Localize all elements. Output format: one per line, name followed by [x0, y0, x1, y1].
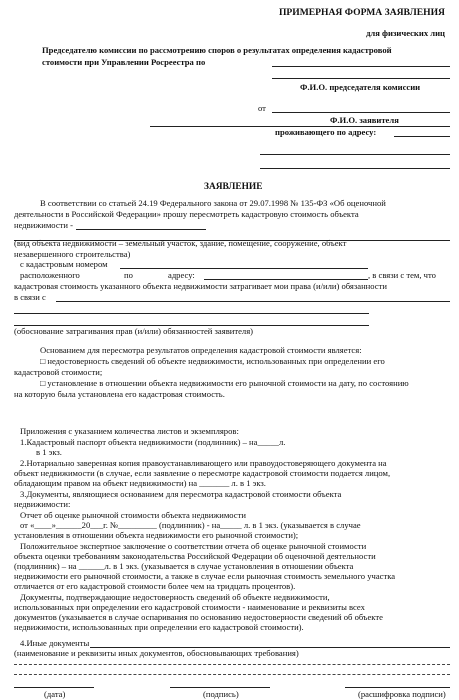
attachment-3-line-1: 3.Документы, являющиеся основанием для пересмотра кадастровой стоимости объекта	[20, 489, 342, 499]
attachment-3-expert-2: объекта оценки требованиям законодательства Российской Федерации об оценочной деятельности	[14, 551, 376, 561]
object-type-line	[76, 229, 206, 230]
decode-caption: (расшифровка подписи)	[358, 689, 446, 699]
rights-line-2: в связи с	[14, 292, 46, 302]
attachment-4-line-1: 4.Иные документы	[20, 638, 90, 648]
attachment-3-docs-2: использованных при определении его кадастровой стоимости - наименование и реквизиты всех	[14, 602, 365, 612]
cadastral-label: с кадастровым номером	[20, 259, 108, 269]
attachment-2-line-1: 2.Нотариально заверенная копия правоустанавливающего или правоудостоверяющего документа на	[20, 458, 387, 468]
rights-hint: (обоснование затрагивания прав (и/или) обязанностей заявителя)	[14, 326, 254, 336]
decode-line	[345, 687, 450, 688]
attachment-2-line-2: объект недвижимости (в случае, если заявление о пересмотре кадастровой стоимости подается лицом,	[14, 468, 391, 478]
request-line-1: В соответствии со статьей 24.19 Федерального закона от 29.07.1998 № 135-ФЗ «Об оценочной	[40, 198, 386, 208]
located-address: адресу:	[168, 270, 195, 280]
attachment-3-expert-4: недвижимости его рыночной стоимости, а также в случае если рыночная стоимость земельного участка	[14, 571, 396, 581]
document-title: ЗАЯВЛЕНИЕ	[204, 182, 263, 192]
rights-line-1: кадастровая стоимость указанного объекта недвижимости затрагивает мои права (и/или) обязанности	[14, 281, 387, 291]
rights-reason-line	[56, 301, 450, 302]
chair-name-line	[272, 78, 450, 79]
ground-1-line-2: кадастровой стоимости;	[14, 367, 103, 377]
attachment-3-expert-3: (подлинник) – на ______л. в 1 экз. (указывается в случае установления в отношении объекта	[14, 561, 354, 571]
attachments-intro: Приложения с указанием количества листов и экземпляров:	[20, 426, 239, 436]
attachment-3-docs-3: документов (указывается в случае оспаривания по основанию недостоверности сведений об объекте	[14, 612, 383, 622]
chair-caption: Ф.И.О. председателя комиссии	[300, 82, 421, 92]
date-caption: (дата)	[44, 689, 66, 699]
located-po: по	[124, 270, 133, 280]
rights-reason-line-2	[14, 313, 369, 314]
request-line-2: деятельности в Российской Федерации» прошу пересмотреть кадастровую стоимость объекта	[14, 209, 359, 219]
object-hint-2: незавершенного строительства)	[14, 249, 131, 259]
request-line-3: недвижимости -	[14, 220, 73, 230]
grounds-intro: Основанием для пересмотра результатов определения кадастровой стоимости является:	[40, 345, 362, 355]
date-line	[14, 687, 94, 688]
attachment-1-copies: в 1 экз.	[36, 447, 62, 457]
residing-label: проживающего по адресу:	[275, 127, 377, 137]
attachment-4-line-2: (наименование и реквизиты иных документов, обосновывающих требования)	[14, 648, 299, 658]
region-field-line	[272, 66, 450, 67]
addressee-line-2: стоимости при Управлении Росреестра по	[42, 57, 206, 67]
cadastral-number-line	[120, 268, 368, 269]
addressee-line-1: Председателю комиссии по рассмотрению споров о результатах определения кадастровой	[42, 45, 392, 55]
signature-line	[170, 687, 270, 688]
located-label: расположенного	[20, 270, 80, 280]
attachment-3-expert-1: Положительное экспертное заключение о соответствии отчета об оценке рыночной стоимости	[20, 541, 367, 551]
attachment-3-docs-1: Документы, подтверждающие недостоверность сведений об объекте недвижимости,	[20, 592, 330, 602]
applicant-caption: Ф.И.О. заявителя	[330, 115, 399, 125]
applicant-name-line	[272, 112, 450, 113]
attachment-3-docs-4: недвижимости, использованных при определении его кадастровой стоимости).	[14, 622, 304, 632]
form-title: ПРИМЕРНАЯ ФОРМА ЗАЯВЛЕНИЯ	[278, 7, 445, 18]
ground-2-line-1: □ установление в отношении объекта недвижимости его рыночной стоимости на дату, по состоянию	[40, 378, 409, 388]
attachment-3-report-date: от «____»______20___г. №_________ (подлинник) - на_____ л. в 1 экз. (указывается в случае	[20, 520, 361, 530]
attachment-3-line-2: недвижимости:	[14, 499, 71, 509]
address-line-3	[260, 168, 450, 169]
object-hint-1: (вид объекта недвижимости – земельный участок, здание, помещение, сооружение, объект	[14, 238, 347, 248]
attachment-2-line-3: обладающим правом на объект недвижимости) на _______ л. в 1 экз.	[14, 478, 266, 488]
signature-caption: (подпись)	[203, 689, 239, 699]
because-label: , в связи с тем, что	[368, 270, 436, 280]
address-line-1	[394, 136, 450, 137]
attachment-3-expert-5: отличается от его кадастровой стоимости более чем на тридцать процентов).	[14, 581, 296, 591]
from-label: от	[258, 103, 266, 113]
attachment-3-report: Отчет об оценке рыночной стоимости объекта недвижимости	[20, 510, 246, 520]
address-line-2	[260, 154, 450, 155]
other-docs-dashed-line-1	[14, 664, 450, 665]
for-whom-label: для физических лиц	[366, 28, 445, 38]
address-object-line	[204, 279, 368, 280]
attachment-1: 1.Кадастровый паспорт объекта недвижимости (подлинник) – на_____л.	[20, 437, 286, 447]
ground-2-line-2: на которую была установлена его кадастровая стоимость.	[14, 389, 225, 399]
attachment-3-report-note: установления в отношении объекта недвижимости его рыночной стоимости);	[14, 530, 299, 540]
ground-1-line-1: □ недостоверность сведений об объекте недвижимости, использованных при определении его	[40, 356, 385, 366]
other-docs-dashed-line-2	[14, 674, 450, 675]
